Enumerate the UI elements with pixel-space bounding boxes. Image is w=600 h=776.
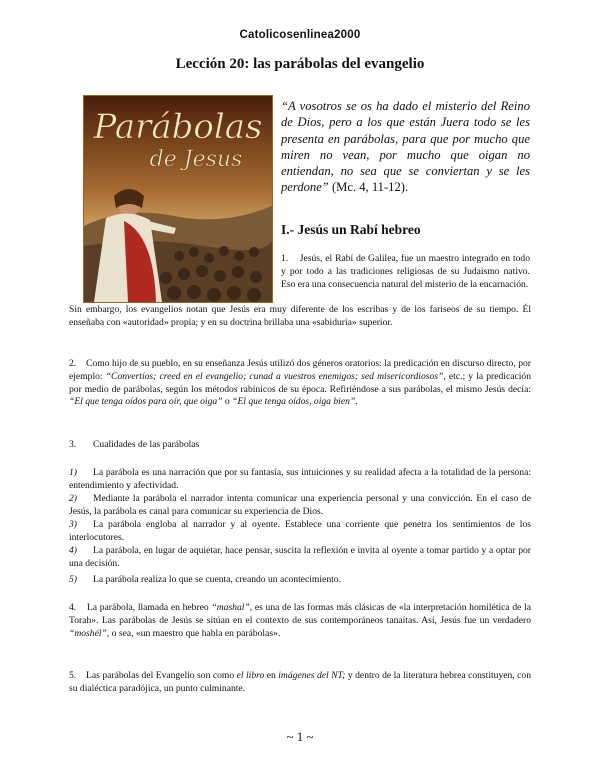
quality-item [69, 545, 531, 571]
paragraph-2-text: Como hijo de su pueblo, en su enseñanza Jesús utilizó dos géneros oratorios: la predicación en discurso directo, por ejemplo: [69, 358, 532, 382]
paragraph-5-term: imágenes del NT; [278, 670, 346, 681]
paragraph-2-quote: “El que tenga oídos, oiga bien” [232, 396, 356, 408]
quality-number: 5) [69, 574, 77, 585]
paragraph-4-term: “mashal” [211, 602, 250, 613]
lesson-title: Lección 20: las parábolas del evangelio [175, 56, 425, 72]
cover-title-line1: Parábolas [93, 107, 263, 147]
paragraph-number: 1. [281, 253, 289, 264]
quote-reference: (Mc. 4, 11-12). [331, 180, 409, 195]
quote-text: “A vosotros se os ha dado el misterio del Reino de Dios, pero a los que están Juera todo se les presenta en parábolas, para que por mucho que miren no vean, por mucho que oigan no entiendan, no sea que se conviertan y se les perdone” [281, 99, 530, 195]
quality-number: 4) [69, 545, 77, 556]
paragraph-3-text: Cualidades de las parábolas [93, 439, 200, 450]
cover-title-line2: de Jesus [149, 147, 243, 172]
paragraph-5-text: Las parábolas del Evangelio son como [86, 670, 237, 681]
paragraph-2-text: , etc.; y la predicación por medio de parábolas, según los métodos rabínicos de su época. Refiriéndose a sus parábolas, el mismo Jesús decía: [69, 370, 531, 395]
quality-text: La parábola engloba al narrador y al oyente. Establece una corriente que penetra los sentimientos de los interlocutores. [69, 519, 531, 543]
paragraph-4-text: , o sea, «un maestro que habla en parábolas». [106, 627, 281, 639]
quality-text: La parábola es una narración que por su fantasía, sus intuiciones y su realidad afecta a la totalidad de la persona: entendimiento y afectividad. [69, 467, 531, 491]
quality-number: 3) [69, 519, 77, 530]
quality-text: Mediante la parábola el narrador intenta comunicar una experiencia personal y una convicción. En el caso de Jesús, la parábola es canal para comunicar su experiencia de Dios. [69, 493, 531, 517]
quality-text: La parábola, en lugar de aquietar, hace pensar, suscita la reflexión e invita al oyente a tomar partido y a optar por una decisión. [69, 545, 531, 569]
quality-item [69, 467, 531, 493]
paragraph-2-text: o [222, 396, 233, 408]
page-number: ~ 1 ~ [286, 729, 314, 744]
quality-number: 2) [69, 493, 77, 504]
paragraph-5-text: en [264, 670, 279, 681]
opening-quote [281, 98, 530, 196]
paragraph-1-text-a: Jesús, el Rabí de Galilea, fue un maestro integrado en todo y por todo a las tradiciones religiosas de su Judaísmo nativo. Eso era una consecuencia natural del misterio de la encarnación. [281, 253, 531, 290]
paragraph-3 [69, 439, 531, 452]
quality-item [69, 519, 531, 545]
paragraph-5-term: el libro [236, 670, 265, 681]
paragraph-2 [69, 358, 531, 409]
paragraph-4-term: “moshél” [69, 627, 107, 639]
quality-item [69, 574, 531, 587]
paragraph-2-quote: “Convertíos; creed en el evangelio; cunad a vuestros enemigos; sed misericordiosos” [105, 370, 444, 382]
paragraph-4-text: La parábola, llamada en hebreo [86, 602, 212, 613]
quality-text: La parábola realiza lo que se cuenta, creando un acontecimiento. [93, 574, 341, 585]
cover-illustration [84, 96, 272, 302]
paragraph-number: 5. [69, 670, 77, 681]
paragraph-5-text: y dentro de la literatura hebrea constituyen, con su dialéctica paradójica, un punto culminante. [69, 670, 532, 694]
paragraph-2-quote: “El que tenga oídos para oír, que oiga” [69, 396, 223, 408]
paragraph-5 [69, 670, 531, 696]
quality-item [69, 493, 531, 519]
paragraph-1-start [281, 253, 530, 291]
site-name: Catolicosenlinea2000 [239, 29, 361, 41]
paragraph-1-continued: Sin embargo, los evangelios notan que Jesús era muy diferente de los escribas y de los fariseos de su tiempo. Él enseñaba con «autoridad» propia; y en su doctrina brillaba una «sabiduría» superior. [69, 304, 531, 328]
paragraph-number: 2. [69, 358, 77, 369]
quality-number: 1) [69, 467, 77, 478]
paragraph-4 [69, 602, 531, 640]
paragraph-4-text: , es una de las formas más clásicas de «la interpretación homilética de la Torah». Las parábolas de Jesús se sitúan en el contexto de sus contemporáneos tanaítas. Así, Jesús fue un verdadero [69, 602, 532, 626]
paragraph-number: 4. [69, 602, 77, 613]
cover-image [83, 95, 273, 303]
paragraph-number: 3. [69, 439, 77, 450]
section-heading: I.- Jesús un Rabí hebreo [281, 222, 421, 237]
paragraph-2-text: . [355, 396, 358, 408]
